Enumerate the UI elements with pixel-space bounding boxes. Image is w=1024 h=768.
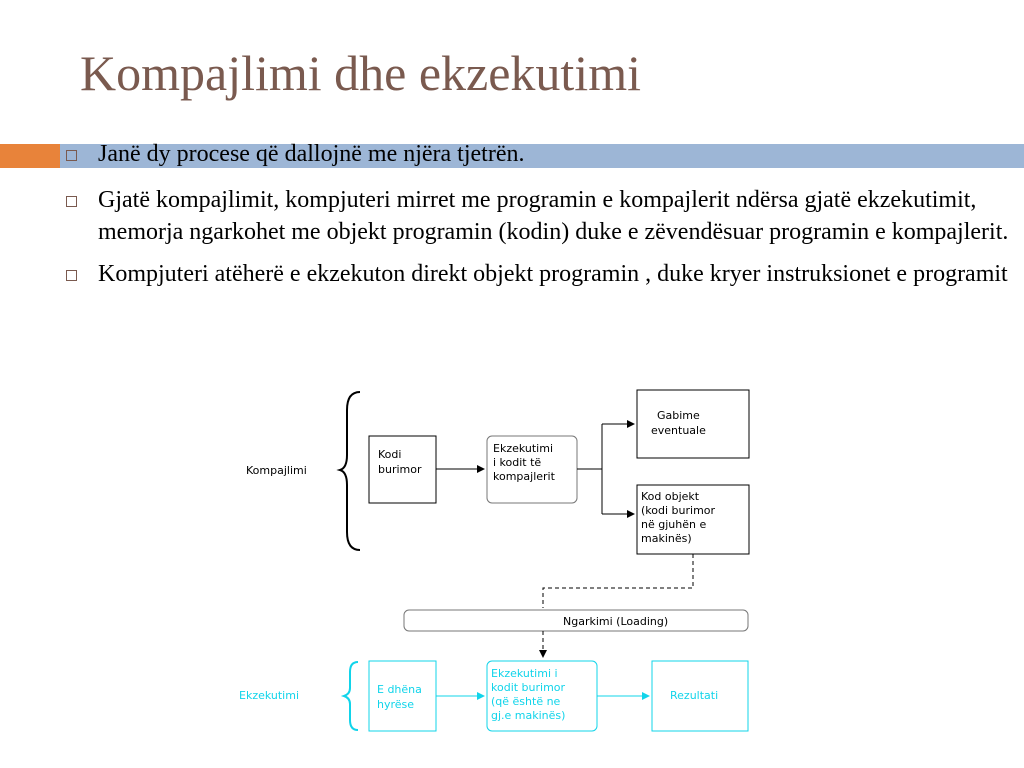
loading-text: Ngarkimi (Loading) [563,615,669,628]
source-exec-text: Ekzekutimi i kodit burimor (që është ne gj.e makinës) [491,667,566,722]
input-data-box [369,661,436,731]
bullet-text: Janë dy procese që dallojnë me njëra tjetrën. [98,141,525,167]
source-code-text: Kodi burimor [378,448,422,476]
bullet-text: Kompjuteri atëherë e ekzekuton direkt objekt programin , duke kryer instruksionet e programit [98,261,1008,287]
input-data-text: E dhëna hyrëse [377,683,422,711]
slide-title: Kompajlimi dhe ekzekutimi [80,45,641,101]
compiler-exec-text: Ekzekutimi i kodit të kompajlerit [493,442,555,483]
dashed-path-to-loading [543,554,693,608]
object-code-text: Kod objekt (kodi burimor në gjuhën e makinës) [641,490,716,545]
bullet-text: Gjatë kompajlimit, kompjuteri mirret me programin e kompajlerit ndërsa gjatë ekzekutimit, memorja ngarkohet me objekt programin (kodin) duke e zëvendësuar programin e kompajlerit. [98,187,1009,245]
errors-text: Gabime eventuale [651,409,706,437]
execute-phase-label: Ekzekutimi [239,689,300,702]
compile-phase-label: Kompajlimi [246,464,307,477]
result-text: Rezultati [670,689,719,702]
compile-brace [340,392,360,550]
execute-brace [344,662,358,730]
